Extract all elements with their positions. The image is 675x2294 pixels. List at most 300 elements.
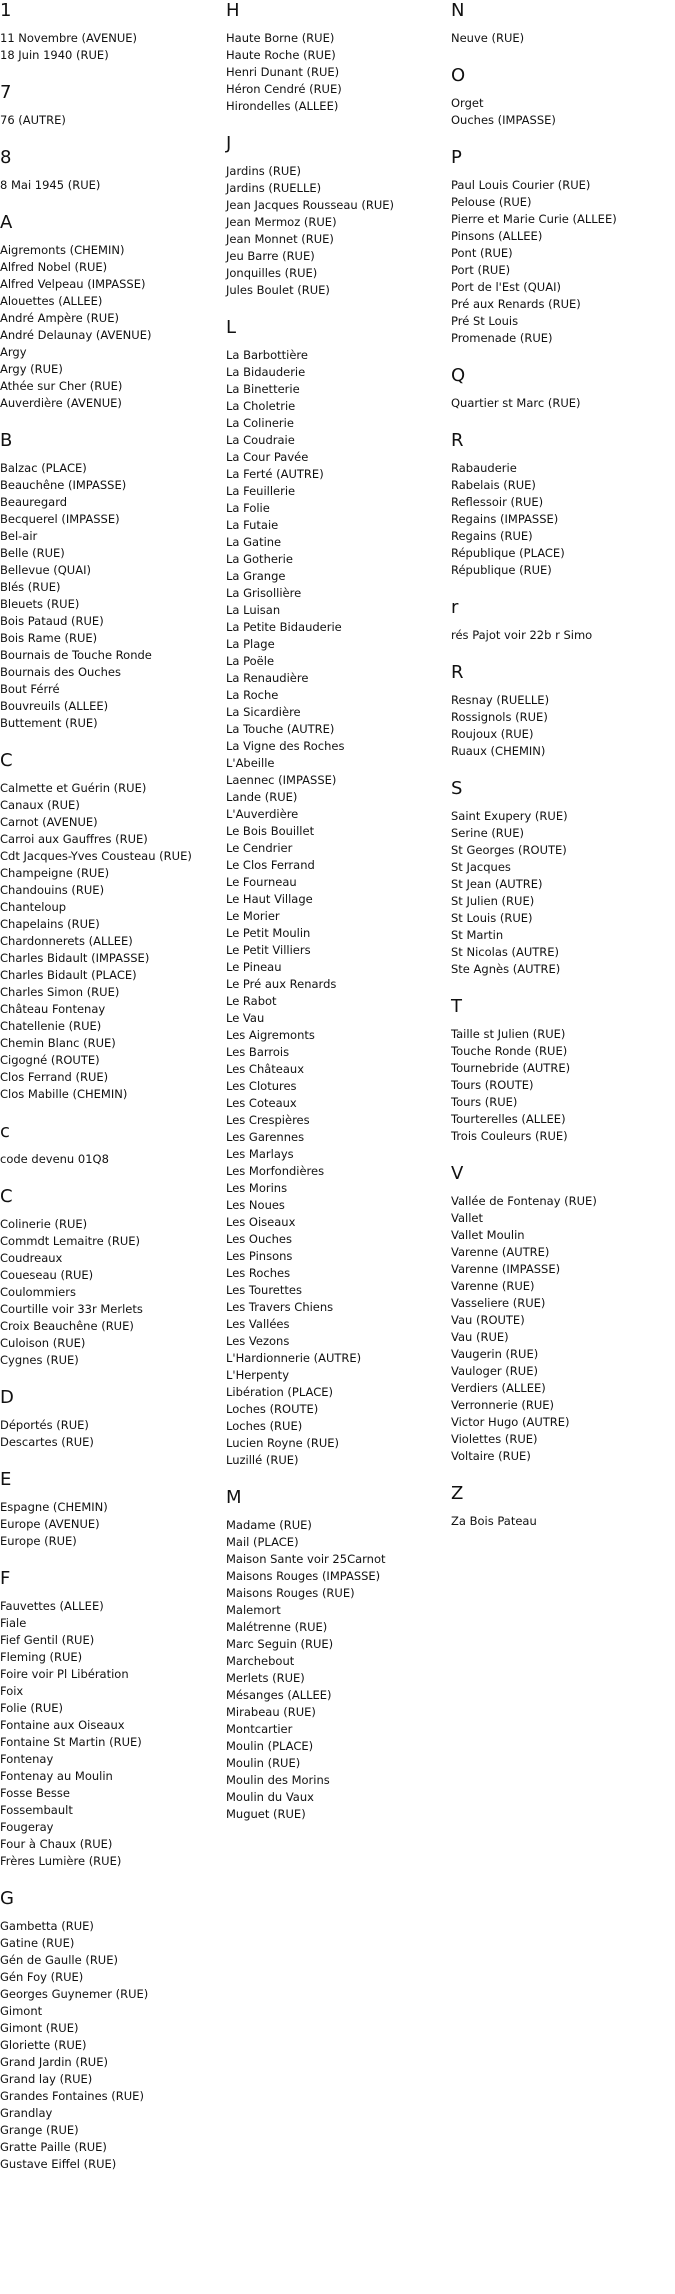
street-item: André Delaunay (AVENUE) [0,328,152,342]
street-item: Fontaine aux Oiseaux [0,1718,125,1732]
street-item: Commdt Lemaitre (RUE) [0,1234,141,1248]
street-item: Fontaine St Martin (RUE) [0,1735,142,1749]
letter-group [0,212,226,412]
letter-heading: S [451,778,463,799]
letter-heading: R [451,662,464,683]
street-item: Pont (RUE) [451,246,513,260]
street-item: La Gotherie [226,552,293,566]
street-item: 18 Juin 1940 (RUE) [0,48,109,62]
street-item: Fontenay [0,1752,54,1766]
street-item: Les Châteaux [226,1062,305,1076]
street-item: Gimont (RUE) [0,2021,79,2035]
letter-heading: C [0,750,13,771]
street-item: Les Garennes [226,1130,305,1144]
street-item: Chemin Blanc (RUE) [0,1036,116,1050]
letter-group [226,0,451,115]
street-list [0,1417,226,1451]
street-item: Bouvreuils (ALLEE) [0,699,109,713]
letter-group [0,1469,226,1550]
street-item: République (PLACE) [451,546,565,560]
street-item: Coudreaux [0,1251,63,1265]
street-item: Courtille voir 33r Merlets [0,1302,143,1316]
street-item: Jardins (RUELLE) [226,181,322,195]
street-item: Tours (RUE) [451,1095,518,1109]
street-item: Laennec (IMPASSE) [226,773,337,787]
street-item: Gén de Gaulle (RUE) [0,1953,118,1967]
street-item: Carroi aux Gauffres (RUE) [0,832,148,846]
letter-group [451,1483,675,1530]
street-item: Roujoux (RUE) [451,727,534,741]
street-item: La Folie [226,501,270,515]
street-list [451,395,675,412]
street-list [0,1499,226,1550]
letter-heading: Q [451,365,466,386]
street-item: Tourterelles (ALLEE) [451,1112,566,1126]
street-item: La Colinerie [226,416,294,430]
street-item: St Georges (ROUTE) [451,843,567,857]
street-item: Vaugerin (RUE) [451,1347,539,1361]
street-item: La Roche [226,688,279,702]
street-item: Jules Boulet (RUE) [226,283,330,297]
street-item: Les Tourettes [226,1283,302,1297]
street-item: La Sicardière [226,705,301,719]
street-item: Taille st Julien (RUE) [451,1027,566,1041]
street-item: Pré St Louis [451,314,519,328]
letter-heading: Z [451,1483,464,1504]
street-list [0,30,226,64]
letter-group [0,1186,226,1369]
street-item: Bois Rame (RUE) [0,631,98,645]
street-item: Le Clos Ferrand [226,858,315,872]
street-item: Argy [0,345,27,359]
street-item: Buttement (RUE) [0,716,98,730]
street-item: Bleuets (RUE) [0,597,80,611]
street-item: Calmette et Guérin (RUE) [0,781,147,795]
letter-heading: D [0,1387,14,1408]
street-item: La Futaie [226,518,279,532]
street-item: Gustave Eiffel (RUE) [0,2157,117,2171]
letter-heading: A [0,212,13,233]
street-item: Belle (RUE) [0,546,65,560]
letter-group [0,1121,226,1168]
street-item: Varenne (IMPASSE) [451,1262,561,1276]
street-list [0,1151,226,1168]
street-item: Coulommiers [0,1285,76,1299]
street-item: Le Petit Moulin [226,926,311,940]
street-item: Pinsons (ALLEE) [451,229,543,243]
street-item: St Nicolas (AUTRE) [451,945,560,959]
letter-group [0,1387,226,1451]
street-item: Cdt Jacques-Yves Cousteau (RUE) [0,849,192,863]
street-list [0,242,226,412]
letter-heading: P [451,147,462,168]
letter-group [451,0,675,47]
street-item: Folie (RUE) [0,1701,64,1715]
street-item: Jean Jacques Rousseau (RUE) [226,198,395,212]
street-item: Loches (RUE) [226,1419,303,1433]
street-item: Haute Borne (RUE) [226,31,335,45]
letter-heading: L [226,317,237,338]
street-item: Jean Mermoz (RUE) [226,215,337,229]
street-item: Ste Agnès (AUTRE) [451,962,561,976]
street-item: 76 (AUTRE) [0,113,66,127]
street-item: La Vigne des Roches [226,739,345,753]
street-item: Les Travers Chiens [226,1300,334,1314]
street-item: Moulin (RUE) [226,1756,301,1770]
street-item: Cigogné (ROUTE) [0,1053,100,1067]
street-item: Lande (RUE) [226,790,298,804]
street-item: Charles Bidault (IMPASSE) [0,951,150,965]
street-item: La Cour Pavée [226,450,309,464]
street-list [451,95,675,129]
letter-group [0,0,226,64]
street-item: Chardonnerets (ALLEE) [0,934,133,948]
street-item: St Martin [451,928,504,942]
street-item: code devenu 01Q8 [0,1152,109,1166]
street-item: Château Fontenay [0,1002,106,1016]
street-item: Four à Chaux (RUE) [0,1837,113,1851]
street-item: Le Morier [226,909,280,923]
street-item: Verronnerie (RUE) [451,1398,555,1412]
street-item: Tournebride (AUTRE) [451,1061,571,1075]
street-item: Mirabeau (RUE) [226,1705,316,1719]
letter-group [451,365,675,412]
street-item: Clos Ferrand (RUE) [0,1070,109,1084]
street-item: Za Bois Pateau [451,1514,537,1528]
street-item: Blés (RUE) [0,580,61,594]
street-item: Fossembault [0,1803,73,1817]
street-item: Beauchêne (IMPASSE) [0,478,127,492]
street-item: Grange (RUE) [0,2123,79,2137]
street-item: Pré aux Renards (RUE) [451,297,581,311]
street-item: Charles Bidault (PLACE) [0,968,137,982]
street-item: Grand lay (RUE) [0,2072,93,2086]
street-item: La Choletrie [226,399,296,413]
street-item: Pierre et Marie Curie (ALLEE) [451,212,617,226]
street-item: Pelouse (RUE) [451,195,532,209]
street-list [226,1517,451,1823]
street-item: Champeigne (RUE) [0,866,110,880]
street-item: Alfred Velpeau (IMPASSE) [0,277,146,291]
street-item: La Touche (AUTRE) [226,722,335,736]
letter-group [0,750,226,1103]
street-item: Henri Dunant (RUE) [226,65,340,79]
street-item: Rabauderie [451,461,517,475]
letter-heading: R [451,430,464,451]
street-item: L'Herpenty [226,1368,289,1382]
street-item: Saint Exupery (RUE) [451,809,568,823]
street-item: Vallet [451,1211,483,1225]
letter-group [226,1487,451,1823]
street-item: Espagne (CHEMIN) [0,1500,108,1514]
street-item: Les Noues [226,1198,285,1212]
street-list [0,1216,226,1369]
street-item: Déportés (RUE) [0,1418,89,1432]
street-item: L'Auverdière [226,807,299,821]
letter-heading: 7 [0,82,12,103]
street-item: Moulin (PLACE) [226,1739,314,1753]
street-item: Muguet (RUE) [226,1807,306,1821]
street-item: Madame (RUE) [226,1518,312,1532]
street-item: Vau (RUE) [451,1330,509,1344]
letter-heading: c [0,1121,10,1142]
street-item: Bout Férré [0,682,60,696]
street-item: Trois Couleurs (RUE) [451,1129,568,1143]
street-item: La Petite Bidauderie [226,620,342,634]
letter-group [226,133,451,299]
street-list [451,30,675,47]
street-item: Les Oiseaux [226,1215,296,1229]
letter-group [0,430,226,732]
street-item: Grandes Fontaines (RUE) [0,2089,144,2103]
street-item: La Poële [226,654,275,668]
street-item: Bellevue (QUAI) [0,563,91,577]
street-item: St Julien (RUE) [451,894,535,908]
street-list [226,347,451,1469]
street-item: Neuve (RUE) [451,31,525,45]
street-item: Le Cendrier [226,841,293,855]
street-item: Georges Guynemer (RUE) [0,1987,149,2001]
street-list [226,30,451,115]
street-item: Regains (RUE) [451,529,533,543]
street-item: Clos Mabille (CHEMIN) [0,1087,128,1101]
street-item: Beauregard [0,495,68,509]
street-item: Moulin des Morins [226,1773,330,1787]
street-item: Montcartier [226,1722,293,1736]
street-item: Europe (RUE) [0,1534,77,1548]
street-item: Serine (RUE) [451,826,524,840]
street-item: Le Bois Bouillet [226,824,315,838]
street-item: Alfred Nobel (RUE) [0,260,108,274]
street-list [451,1513,675,1530]
street-item: André Ampère (RUE) [0,311,119,325]
street-item: Vallet Moulin [451,1228,525,1242]
street-item: La Renaudière [226,671,309,685]
street-item: Héron Cendré (RUE) [226,82,342,96]
street-list [451,460,675,579]
street-item: Grand Jardin (RUE) [0,2055,108,2069]
street-item: Victor Hugo (AUTRE) [451,1415,570,1429]
street-item: Marc Seguin (RUE) [226,1637,334,1651]
letter-heading: E [0,1469,12,1490]
street-item: Moulin du Vaux [226,1790,314,1804]
street-item: Gambetta (RUE) [0,1919,94,1933]
street-item: Verdiers (ALLEE) [451,1381,546,1395]
street-list [451,177,675,347]
street-item: Lucien Royne (RUE) [226,1436,340,1450]
street-item: Alouettes (ALLEE) [0,294,103,308]
street-item: Le Pineau [226,960,282,974]
street-item: St Louis (RUE) [451,911,533,925]
street-item: Bournais de Touche Ronde [0,648,152,662]
street-item: Maisons Rouges (RUE) [226,1586,355,1600]
street-item: Malemort [226,1603,281,1617]
street-item: Mail (PLACE) [226,1535,299,1549]
street-item: Merlets (RUE) [226,1671,305,1685]
street-item: Les Coteaux [226,1096,297,1110]
street-item: Fief Gentil (RUE) [0,1633,95,1647]
street-item: Foire voir Pl Libération [0,1667,129,1681]
letter-group [451,662,675,760]
letter-heading: T [451,996,462,1017]
street-item: La Feuillerie [226,484,296,498]
street-item: Le Vau [226,1011,265,1025]
street-item: Les Ouches [226,1232,292,1246]
street-item: Gloriette (RUE) [0,2038,87,2052]
street-item: Mésanges (ALLEE) [226,1688,332,1702]
street-item: Le Pré aux Renards [226,977,337,991]
street-item: Les Vezons [226,1334,290,1348]
street-item: Libération (PLACE) [226,1385,333,1399]
street-item: Fauvettes (ALLEE) [0,1599,104,1613]
street-item: Croix Beauchêne (RUE) [0,1319,134,1333]
street-item: La Plage [226,637,275,651]
street-list [451,808,675,978]
street-item: Vasseliere (RUE) [451,1296,546,1310]
letter-group [451,996,675,1145]
letter-heading: G [0,1888,14,1909]
letter-heading: O [451,65,466,86]
street-item: Fleming (RUE) [0,1650,83,1664]
street-item: Port de l'Est (QUAI) [451,280,561,294]
street-item: Resnay (RUELLE) [451,693,550,707]
street-item: Gratte Paille (RUE) [0,2140,107,2154]
street-list [451,627,675,644]
street-item: Cygnes (RUE) [0,1353,79,1367]
street-item: Paul Louis Courier (RUE) [451,178,591,192]
street-item: République (RUE) [451,563,552,577]
street-item: Touche Ronde (RUE) [451,1044,568,1058]
street-item: Ouches (IMPASSE) [451,113,556,127]
street-item: Maisons Rouges (IMPASSE) [226,1569,381,1583]
letter-group [451,430,675,579]
street-item: Fosse Besse [0,1786,70,1800]
letter-group [0,147,226,194]
index-column [0,0,226,2191]
street-item: Frères Lumière (RUE) [0,1854,122,1868]
street-item: Malétrenne (RUE) [226,1620,328,1634]
street-list [451,1026,675,1145]
street-item: Voltaire (RUE) [451,1449,531,1463]
street-list [226,163,451,299]
street-item: Gatine (RUE) [0,1936,75,1950]
letter-heading: 8 [0,147,12,168]
street-item: Varenne (AUTRE) [451,1245,550,1259]
street-item: rés Pajot voir 22b r Simo [451,628,593,642]
street-list [451,692,675,760]
letter-heading: B [0,430,13,451]
street-item: Orget [451,96,484,110]
street-item: Les Roches [226,1266,291,1280]
street-item: Canaux (RUE) [0,798,80,812]
street-item: Foix [0,1684,24,1698]
street-item: Varenne (RUE) [451,1279,535,1293]
street-item: La Grange [226,569,286,583]
letter-group [451,597,675,644]
street-item: La Grisollière [226,586,302,600]
street-item: Marchebout [226,1654,295,1668]
street-list [451,1193,675,1465]
street-item: Grandlay [0,2106,53,2120]
letter-group [451,1163,675,1465]
street-item: Port (RUE) [451,263,511,277]
letter-heading: C [0,1186,13,1207]
street-item: Colinerie (RUE) [0,1217,88,1231]
street-item: Argy (RUE) [0,362,63,376]
street-item: Maison Sante voir 25Carnot [226,1552,386,1566]
street-item: 8 Mai 1945 (RUE) [0,178,101,192]
letter-group [0,1568,226,1870]
street-item: Luzillé (RUE) [226,1453,299,1467]
street-item: Fougeray [0,1820,54,1834]
street-item: St Jean (AUTRE) [451,877,543,891]
street-item: Reflessoir (RUE) [451,495,544,509]
street-item: Charles Simon (RUE) [0,985,120,999]
street-item: Rossignols (RUE) [451,710,548,724]
street-item: La Coudraie [226,433,295,447]
street-item: Athée sur Cher (RUE) [0,379,123,393]
street-item: L'Hardionnerie (AUTRE) [226,1351,362,1365]
letter-heading: 1 [0,0,12,21]
street-item: Chapelains (RUE) [0,917,100,931]
street-item: 11 Novembre (AVENUE) [0,31,138,45]
street-item: La Gatine [226,535,282,549]
street-item: Le Haut Village [226,892,313,906]
street-item: Coueseau (RUE) [0,1268,94,1282]
letter-group [226,317,451,1469]
street-item: Les Crespières [226,1113,310,1127]
street-item: Auverdière (AVENUE) [0,396,122,410]
street-item: Le Fourneau [226,875,297,889]
street-item: Quartier st Marc (RUE) [451,396,581,410]
street-item: Les Vallées [226,1317,290,1331]
letter-group [451,147,675,347]
street-item: Le Rabot [226,994,277,1008]
street-item: Jonquilles (RUE) [226,266,318,280]
street-item: Fontenay au Moulin [0,1769,113,1783]
street-item: Aigremonts (CHEMIN) [0,243,125,257]
letter-group [451,778,675,978]
street-item: Balzac (PLACE) [0,461,87,475]
street-item: Europe (AVENUE) [0,1517,100,1531]
street-item: Bournais des Ouches [0,665,121,679]
street-item: Regains (IMPASSE) [451,512,559,526]
letter-heading: F [0,1568,11,1589]
index-column [451,0,675,1548]
street-list [0,1918,226,2173]
letter-heading: J [226,133,232,154]
street-item: Les Morins [226,1181,288,1195]
street-item: Ruaux (CHEMIN) [451,744,546,758]
street-item: Descartes (RUE) [0,1435,94,1449]
street-item: Gén Foy (RUE) [0,1970,84,1984]
street-item: Carnot (AVENUE) [0,815,98,829]
street-item: Les Marlays [226,1147,294,1161]
street-item: Haute Roche (RUE) [226,48,336,62]
letter-group [0,1888,226,2173]
street-item: Loches (ROUTE) [226,1402,319,1416]
street-item: St Jacques [451,860,511,874]
street-item: Vallée de Fontenay (RUE) [451,1194,597,1208]
street-list [0,112,226,129]
street-item: Tours (ROUTE) [451,1078,534,1092]
street-item: Vauloger (RUE) [451,1364,538,1378]
street-item: Jean Monnet (RUE) [226,232,334,246]
street-item: Promenade (RUE) [451,331,553,345]
street-list [0,460,226,732]
street-item: Gimont [0,2004,43,2018]
street-list [0,780,226,1103]
